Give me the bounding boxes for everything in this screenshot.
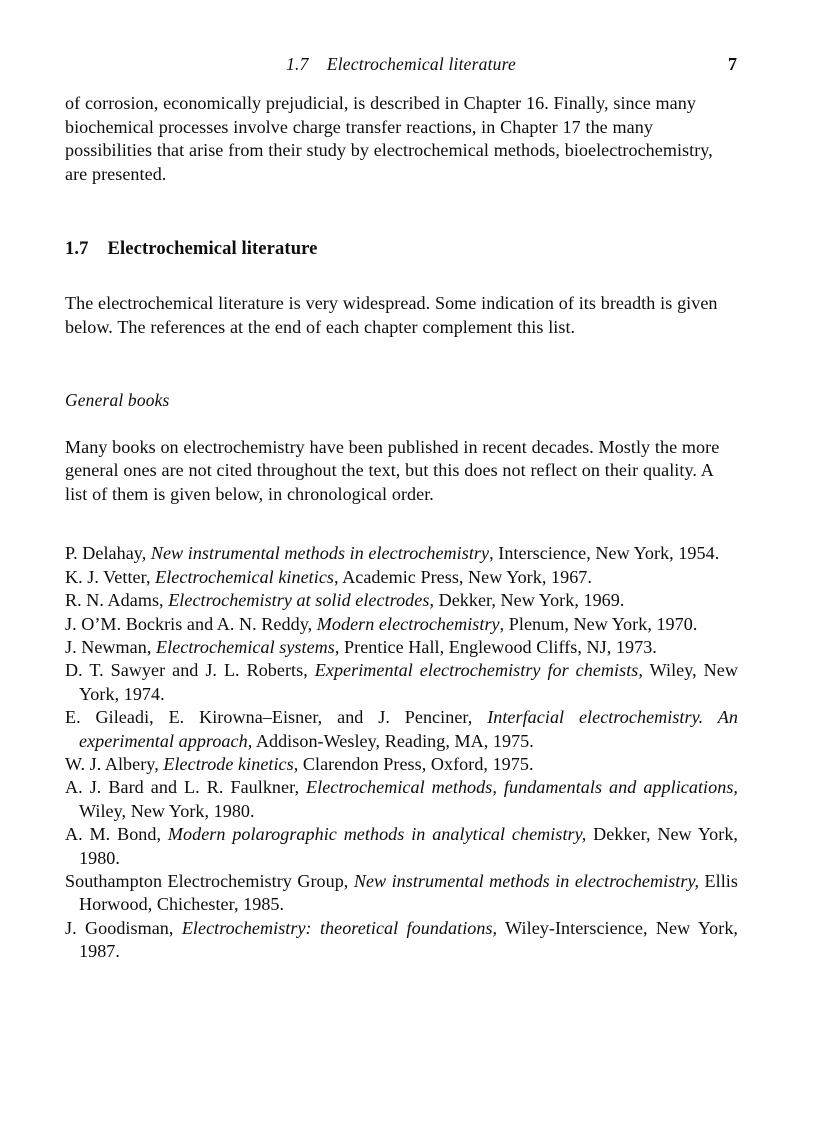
reference-authors: D. T. Sawyer and J. L. Roberts, [65, 660, 315, 681]
reference-authors: A. M. Bond, [65, 824, 168, 845]
reference-publication: Wiley-Interscience, New York, 1987. [79, 917, 739, 962]
reference-publication: Ellis Horwood, Chichester, 1985. [79, 871, 738, 915]
reference-authors: R. N. Adams, [65, 590, 169, 611]
reference-title: New instrumental methods in electrochemistry, [353, 871, 700, 892]
reference-title: Electrochemistry: theoretical foundations, [181, 917, 498, 938]
spacer [65, 186, 738, 238]
reference-title: Modern polarographic methods in analytical chemistry, [167, 824, 587, 845]
spacer [65, 260, 738, 292]
running-head-title: 1.7 Electrochemical literature [286, 54, 516, 74]
bibliography-entry [65, 870, 738, 917]
reference-title: Interfacial electrochemistry. An experimental approach, [79, 707, 738, 751]
text-column [65, 92, 738, 964]
reference-authors: Southampton Electrochemistry Group, [65, 871, 354, 892]
reference-publication: , Academic Press, New York, 1967. [334, 566, 592, 587]
reference-publication: Wiley, New York, 1974. [79, 660, 738, 704]
reference-publication: , Clarendon Press, Oxford, 1975. [293, 754, 534, 774]
bibliography-entry [65, 776, 738, 823]
bibliography-entry [65, 823, 738, 870]
subsection-heading-general-books: General books [65, 389, 170, 410]
bibliography-entry [65, 753, 738, 776]
spacer [65, 340, 738, 390]
reference-publication: , Plenum, New York, 1970. [499, 613, 698, 634]
subsection-paragraph: Many books on electrochemistry have been published in recent decades. Mostly the more general ones are not cited throughout the text, but this does not reflect on their quality. A list of them is given below, in chronological order. [65, 436, 720, 504]
reference-publication: , Interscience, New York, 1954. [489, 543, 720, 564]
reference-authors: E. Gileadi, E. Kirowna–Eisner, and J. Penciner, [65, 707, 488, 728]
bibliography-list [65, 542, 738, 963]
bibliography-entry [65, 566, 738, 589]
section-heading: 1.7 Electrochemical literature [65, 238, 318, 260]
reference-title: Modern electrochemistry [316, 613, 500, 634]
reference-authors: J. Newman, [65, 636, 157, 657]
spacer [65, 506, 738, 542]
bibliography-entry [65, 589, 738, 612]
reference-authors: K. J. Vetter, [65, 566, 156, 587]
intro-paragraph: of corrosion, economically prejudicial, is described in Chapter 16. Finally, since many biochemical processes involve charge transfer reactions, in Chapter 17 the many possibilities that arise from their study by electrochemical methods, bioelectrochemistry, are presented. [65, 93, 713, 184]
reference-authors: J. Goodisman, [65, 917, 182, 938]
reference-publication: Dekker, New York, 1980. [79, 824, 738, 868]
reference-authors: J. O’M. Bockris and A. N. Reddy, [65, 613, 317, 634]
bibliography-entry [65, 917, 738, 964]
reference-title: Experimental electrochemistry for chemists, [314, 660, 643, 681]
reference-authors: A. J. Bard and L. R. Faulkner, [65, 777, 307, 798]
reference-publication: , Prentice Hall, Englewood Cliffs, NJ, 1973. [334, 636, 657, 657]
reference-publication: Addison-Wesley, Reading, MA, 1975. [252, 730, 534, 751]
bibliography-entry [65, 542, 738, 565]
reference-authors: P. Delahay, [65, 543, 151, 564]
section-paragraph: The electrochemical literature is very widespread. Some indication of its breadth is given below. The references at the end of each chapter complement this list. [65, 293, 718, 337]
bibliography-entry [65, 636, 738, 659]
reference-title: Electrochemical systems [156, 636, 335, 657]
reference-publication: , Dekker, New York, 1969. [429, 590, 625, 611]
reference-title: New instrumental methods in electrochemistry [150, 543, 490, 564]
reference-title: Electrode kinetics [163, 754, 294, 774]
reference-title: Electrochemical methods, fundamentals and applications, [306, 777, 738, 798]
bibliography-entry [65, 613, 738, 636]
running-head [65, 54, 737, 78]
reference-title: Electrochemistry at solid electrodes [168, 590, 430, 611]
reference-publication: Wiley, New York, 1980. [79, 800, 255, 821]
bibliography-entry [65, 706, 738, 753]
bibliography-entry [65, 659, 738, 706]
spacer [65, 411, 738, 436]
reference-authors: W. J. Albery, [65, 754, 164, 774]
reference-title: Electrochemical kinetics [155, 566, 334, 587]
page-number: 7 [728, 54, 737, 74]
